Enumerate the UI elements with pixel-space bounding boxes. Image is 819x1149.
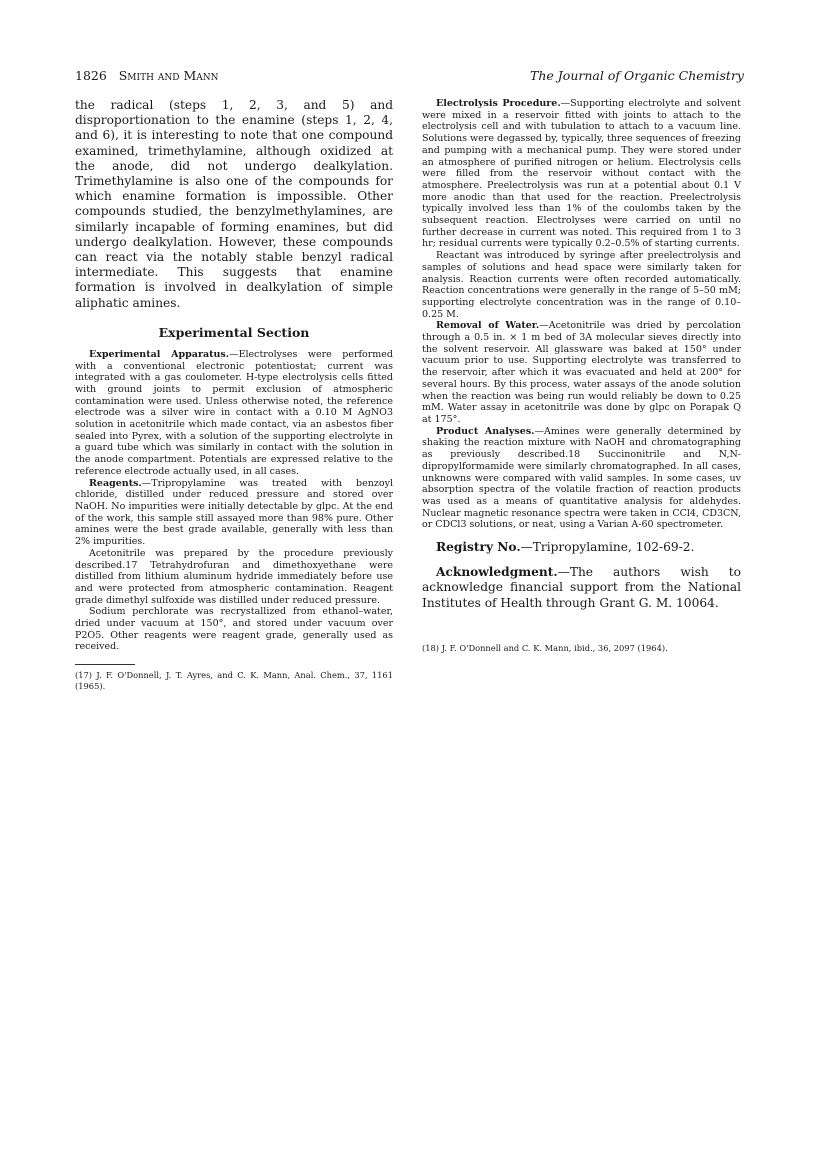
product-heading: Product Analyses. [436,425,535,437]
electrolysis-text: —Supporting electrolyte and solvent were mixed in a reservoir fitted with joints to attach to the electrolysis cell and with tubulation to attach to a vacuum line. Solutions were degassed by, typically, three sequences of freezing and pumping with a mechanical pump. They were stored under an atmosphere of purified nitrogen or helium. Electrolysis cells were filled from the reservoir without contact with the atmosphere. Preelectrolysis was run at a potential about 0.1 V more anodic than that used for the reaction. Preelectrolysis typically involved less than 1% of the coulombs taken by the subsequent reaction. Electrolyses were carried on until no further decrease in current was noted. This required from 1 to 3 hr; residual currents were typically 0.2–0.5% of starting currents. [422,98,741,250]
footnote-18: (18) J. F. O'Donnell and C. K. Mann, ibid., 36, 2097 (1964). [422,642,668,653]
apparatus-text: —Electrolyses were performed with a conventional electronic potentiostat; current was integrated with a gas coulometer. H-type electrolysis cells fitted with ground joints to permit exclusion of atmospheric contamination were used. Unless otherwise noted, the reference electrode was a silver wire in contact with a 0.10 M AgNO3 solution in acetonitrile which made contact, via an asbestos fiber sealed into Pyrex, with a solution of the supporting electrolyte in a guard tube which was similarly in contact with the solution in the anode compartment. Potentials are expressed relative to the reference electrode actually used, in all cases. [75,348,393,477]
journal-title: The Journal of Organic Chemistry [530,68,744,83]
reagents-heading: Reagents. [89,477,142,489]
apparatus-paragraph [75,349,393,478]
registry-text: —Tripropylamine, 102-69-2. [520,540,695,555]
acknowledgment-text: —The authors wish to acknowledge financial support from the National Institutes of Health through Grant G. M. 10064. [422,565,741,610]
apparatus-heading: Experimental Apparatus. [89,348,230,360]
product-paragraph [422,426,741,531]
acetonitrile-paragraph: Acetonitrile was prepared by the procedure previously described.17 Tetrahydrofuran and dimethoxyethane were distilled from lithium aluminum hydride immediately before use and were protected from atmospheric contamination. Reagent grade dimethyl sulfoxide was distilled under reduced pressure. [75,547,393,606]
section-title: Experimental Section [158,324,310,340]
water-text: —Acetonitrile was dried by percolation through a 0.5 in. × 1 m bed of 3A molecular sieves directly into the solvent reservoir. All glassware was baked at 150° under vacuum prior to use. Supporting electrolyte was transferred to the reservoir, after which it was evacuated and held at 200° for several hours. By this process, water assays of the anode solution when the reaction was being run would reliably be down to 0.25 mM. Water assay in acetonitrile was done by glpc on Porapak Q at 175°. [422,320,741,425]
reagents-paragraph [75,478,393,548]
page-number: 1826 [75,68,107,83]
reactant-paragraph: Reactant was introduced by syringe after preelectrolysis and samples of solutions and head space were similarly taken for analysis. Reaction currents were often recorded automatically. Reaction concentrations were generally in the range of 5–50 mM; supporting electrolyte concentration was in the range of 0.10–0.25 M. [422,250,741,320]
footnote-rule [75,664,135,665]
water-paragraph [422,320,741,425]
running-header-left [75,68,219,84]
footnote-17: (17) J. F. O'Donnell, J. T. Ayres, and C. K. Mann, Anal. Chem., 37, 1161 (1965). [75,670,393,692]
right-column [422,98,741,654]
water-heading: Removal of Water. [436,320,540,332]
running-authors: Smith and Mann [118,68,219,83]
electrolysis-paragraph [422,98,741,250]
electrolysis-heading: Electrolysis Procedure. [436,98,561,109]
acknowledgment-paragraph [422,565,741,611]
reagents-text: —Tripropylamine was treated with benzoyl chloride, distilled under reduced pressure and stored over NaOH. No impurities were initially detectable by glpc. At the end of the work, this sample still assayed more than 98% pure. Other amines were the best grade available, generally with less than 2% impurities. [75,477,393,548]
registry-heading: Registry No. [436,540,521,555]
left-column [75,98,393,692]
acknowledgment-heading: Acknowledgment. [436,565,558,580]
product-text: —Amines were generally determined by shaking the reaction mixture with NaOH and chromatographing as previously described.18 Succinonitrile and N,N-dipropylformamide were similarly chromatographed. In all cases, unknowns were compared with valid samples. In some cases, uv absorption spectra of the volatile fraction of reaction products was used as a means of quantitative analysis for aldehydes. Nuclear magnetic resonance spectra were taken in CCl4, CD3CN, or CDCl3 solutions, or neat, using a Varian A-60 spectrometer. [422,425,741,531]
perchlorate-paragraph: Sodium perchlorate was recrystallized from ethanol–water, dried under vacuum at 150°, and stored under vacuum over P2O5. Other reagents were reagent grade, generally used as received. [75,606,393,653]
registry-paragraph [422,540,741,555]
discussion-paragraph: the radical (steps 1, 2, 3, and 5) and disproportionation to the enamine (steps 1, 2, 4, and 6), it is interesting to note that one compound examined, trimethylamine, although oxidized at the anode, did not undergo dealkylation. Trimethylamine is also one of the compounds for which enamine formation is impossible. Other compounds studied, the benzylmethylamines, are similarly incapable of forming enamines, but did undergo dealkylation. However, these compounds can react via the notably stable benzyl radical intermediate. This suggests that enamine formation is involved in dealkylation of simple aliphatic amines. [75,98,393,310]
